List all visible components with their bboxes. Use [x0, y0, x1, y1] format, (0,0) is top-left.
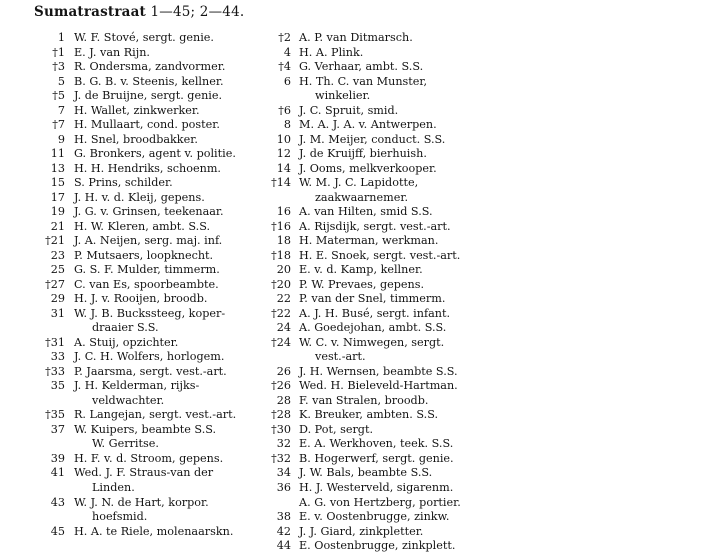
resident-entry: H. H. Hendriks, schoenm.	[74, 161, 221, 175]
resident-entry: W. Gerritse.	[92, 437, 159, 451]
resident-entry: A. J. H. Busé, sergt. infant.	[299, 306, 451, 320]
house-number: 5	[57, 74, 65, 88]
house-number: 36	[276, 480, 291, 494]
house-number: 1	[57, 31, 65, 44]
resident-entry: A. Stuij, opzichter.	[74, 335, 179, 349]
resident-entry: H. W. Kleren, ambt. S.S.	[74, 219, 211, 233]
resident-entry: J. W. Bals, beambte S.S.	[299, 466, 433, 480]
resident-entry: H. A. te Riele, molenaarskn.	[74, 524, 234, 538]
house-number: †26	[271, 379, 291, 393]
house-number: 14	[276, 161, 291, 175]
resident-entry: A. van Hilten, smid S.S.	[299, 205, 433, 219]
resident-entry: B. G. B. v. Steenis, kellner.	[74, 74, 224, 88]
resident-entry: J. G. v. Grinsen, teekenaar.	[74, 205, 224, 219]
house-number: 34	[276, 466, 291, 480]
resident-entry: H. A. Plink.	[299, 45, 364, 59]
resident-entry: K. Breuker, ambten. S.S.	[299, 408, 439, 422]
resident-entry: S. Prins, schilder.	[74, 176, 173, 190]
resident-entry: P. W. Prevaes, gepens.	[299, 277, 425, 291]
resident-entry: Wed. J. F. Straus-van der	[74, 466, 214, 480]
house-number: 42	[276, 524, 291, 538]
house-number: †35	[45, 408, 65, 422]
resident-entry: J. A. Neijen, serg. maj. inf.	[74, 234, 223, 248]
house-number: 31	[50, 306, 65, 320]
resident-entry: vest.-art.	[315, 350, 366, 364]
house-number: 35	[50, 379, 65, 393]
resident-entry: W. J. N. de Hart, korpor.	[74, 495, 209, 509]
street-heading	[34, 4, 244, 20]
house-number: †6	[278, 103, 291, 117]
resident-entry: W. F. Stové, sergt. genie.	[74, 31, 214, 44]
resident-entry: hoefsmid.	[92, 510, 148, 524]
house-number: †27	[45, 277, 65, 291]
resident-entry: A. P. van Ditmarsch.	[299, 31, 413, 44]
house-number: 11	[50, 147, 65, 161]
house-number: †3	[52, 60, 65, 74]
resident-entry: D. Pot, sergt.	[299, 422, 374, 436]
resident-entry: M. A. J. A. v. Antwerpen.	[299, 118, 437, 132]
house-number: 15	[50, 176, 65, 190]
house-number: †33	[45, 364, 65, 378]
house-number: 28	[276, 393, 291, 407]
house-number: †32	[271, 451, 291, 465]
house-number: †14	[271, 176, 291, 190]
house-number: 13	[50, 161, 65, 175]
resident-entry: W. M. J. C. Lapidotte,	[299, 176, 419, 190]
house-number: †4	[278, 60, 291, 74]
resident-entry: A. Goedejohan, ambt. S.S.	[299, 321, 447, 335]
resident-entry: Linden.	[92, 480, 135, 494]
house-number: 32	[276, 437, 291, 451]
house-number: 24	[276, 321, 291, 335]
house-number: 44	[276, 539, 291, 553]
resident-entry: J. de Bruijne, sergt. genie.	[74, 89, 223, 103]
resident-entry: E. A. Werkhoven, teek. S.S.	[299, 437, 454, 451]
house-number: 17	[50, 190, 65, 204]
resident-entry: C. van Es, spoorbeambte.	[74, 277, 219, 291]
resident-entry: A. G. von Hertzberg, portier.	[299, 495, 461, 509]
resident-entry: zaakwaarnemer.	[315, 190, 409, 204]
house-number: 23	[50, 248, 65, 262]
resident-entry: W. C. v. Nimwegen, sergt.	[299, 335, 445, 349]
resident-entry: E. Oostenbrugge, zinkplett.	[299, 539, 456, 553]
house-number: †30	[271, 422, 291, 436]
house-number: 9	[57, 132, 65, 146]
house-number: 8	[283, 118, 291, 132]
resident-entry: winkelier.	[315, 89, 371, 103]
resident-entry: J. C. Spruit, smid.	[299, 103, 399, 117]
house-number: †5	[52, 89, 65, 103]
resident-entry: H. Snel, broodbakker.	[74, 132, 198, 146]
house-number: 20	[276, 263, 291, 277]
resident-entry: draaier S.S.	[92, 321, 159, 335]
resident-entry: H. E. Snoek, sergt. vest.-art.	[299, 248, 461, 262]
resident-entry: H. F. v. d. Stroom, gepens.	[74, 451, 224, 465]
resident-entry: G. S. F. Mulder, timmerm.	[74, 263, 220, 277]
house-number: 41	[50, 466, 65, 480]
resident-entry: G. Bronkers, agent v. politie.	[74, 147, 236, 161]
house-number: 45	[50, 524, 65, 538]
house-number: 6	[283, 74, 291, 88]
resident-entry: G. Verhaar, ambt. S.S.	[299, 60, 424, 74]
house-number: 12	[276, 147, 291, 161]
house-number: 7	[57, 103, 65, 117]
house-number: 19	[50, 205, 65, 219]
house-number: †28	[271, 408, 291, 422]
street-name: Sumatrastraat	[34, 4, 146, 20]
resident-entry: J. de Kruijff, bierhuish.	[299, 147, 427, 161]
house-number: 21	[50, 219, 65, 233]
house-number: †2	[278, 31, 291, 44]
resident-entry: E. v. d. Kamp, kellner.	[299, 263, 423, 277]
resident-entry: B. Hogerwerf, sergt. genie.	[299, 451, 454, 465]
resident-entry: P. Mutsaers, loopknecht.	[74, 248, 214, 262]
house-number: 29	[50, 292, 65, 306]
resident-entry: Wed. H. Bieleveld-Hartman.	[299, 379, 458, 393]
resident-entry: H. Mullaart, cond. poster.	[74, 118, 220, 132]
house-number: 18	[276, 234, 291, 248]
resident-entry: R. Ondersma, zandvormer.	[74, 60, 226, 74]
resident-entry: H. J. v. Rooijen, broodb.	[74, 292, 208, 306]
house-number: 4	[283, 45, 291, 59]
house-number: 38	[276, 510, 291, 524]
resident-entry: J. M. Meijer, conduct. S.S.	[299, 132, 446, 146]
house-number: 25	[50, 263, 65, 277]
house-number: 10	[276, 132, 291, 146]
house-number: †20	[271, 277, 291, 291]
resident-entry: A. Rijsdijk, sergt. vest.-art.	[299, 219, 451, 233]
house-number: 43	[50, 495, 65, 509]
resident-entry: W. Kuipers, beambte S.S.	[74, 422, 217, 436]
resident-entry: W. J. B. Buckssteeg, koper-	[74, 306, 226, 320]
resident-entry: H. Wallet, zinkwerker.	[74, 103, 200, 117]
house-number: 16	[276, 205, 291, 219]
house-number: 33	[50, 350, 65, 364]
house-number: †22	[271, 306, 291, 320]
resident-entry: J. H. v. d. Kleij, gepens.	[74, 190, 205, 204]
house-number: †18	[271, 248, 291, 262]
house-number: †24	[271, 335, 291, 349]
resident-entry: R. Langejan, sergt. vest.-art.	[74, 408, 237, 422]
resident-entry: H. J. Westerveld, sigarenm.	[299, 480, 454, 494]
house-number-ranges: 1—45; 2—44.	[150, 4, 245, 20]
resident-entry: H. Th. C. van Munster,	[299, 74, 428, 88]
house-number: 37	[50, 422, 65, 436]
resident-entry: J. J. Giard, zinkpletter.	[299, 524, 424, 538]
house-number: 39	[50, 451, 65, 465]
house-number: 26	[276, 364, 291, 378]
resident-entry: veldwachter.	[92, 393, 165, 407]
resident-entry: E. v. Oostenbrugge, zinkw.	[299, 510, 450, 524]
resident-entry: F. van Stralen, broodb.	[299, 393, 429, 407]
resident-entry: P. Jaarsma, sergt. vest.-art.	[74, 364, 227, 378]
resident-entry: J. H. Wernsen, beambte S.S.	[299, 364, 458, 378]
resident-entry: J. H. Kelderman, rijks-	[74, 379, 200, 393]
house-number: †7	[52, 118, 65, 132]
resident-entry: J. Ooms, melkverkooper.	[299, 161, 437, 175]
resident-entry: P. van der Snel, timmerm.	[299, 292, 446, 306]
resident-entry: E. J. van Rijn.	[74, 45, 150, 59]
house-number: †16	[271, 219, 291, 233]
house-number: †21	[45, 234, 65, 248]
resident-entry: J. C. H. Wolfers, horlogem.	[74, 350, 225, 364]
house-number: †31	[45, 335, 65, 349]
house-number: 22	[276, 292, 291, 306]
house-number: †1	[52, 45, 65, 59]
resident-entry: H. Materman, werkman.	[299, 234, 439, 248]
